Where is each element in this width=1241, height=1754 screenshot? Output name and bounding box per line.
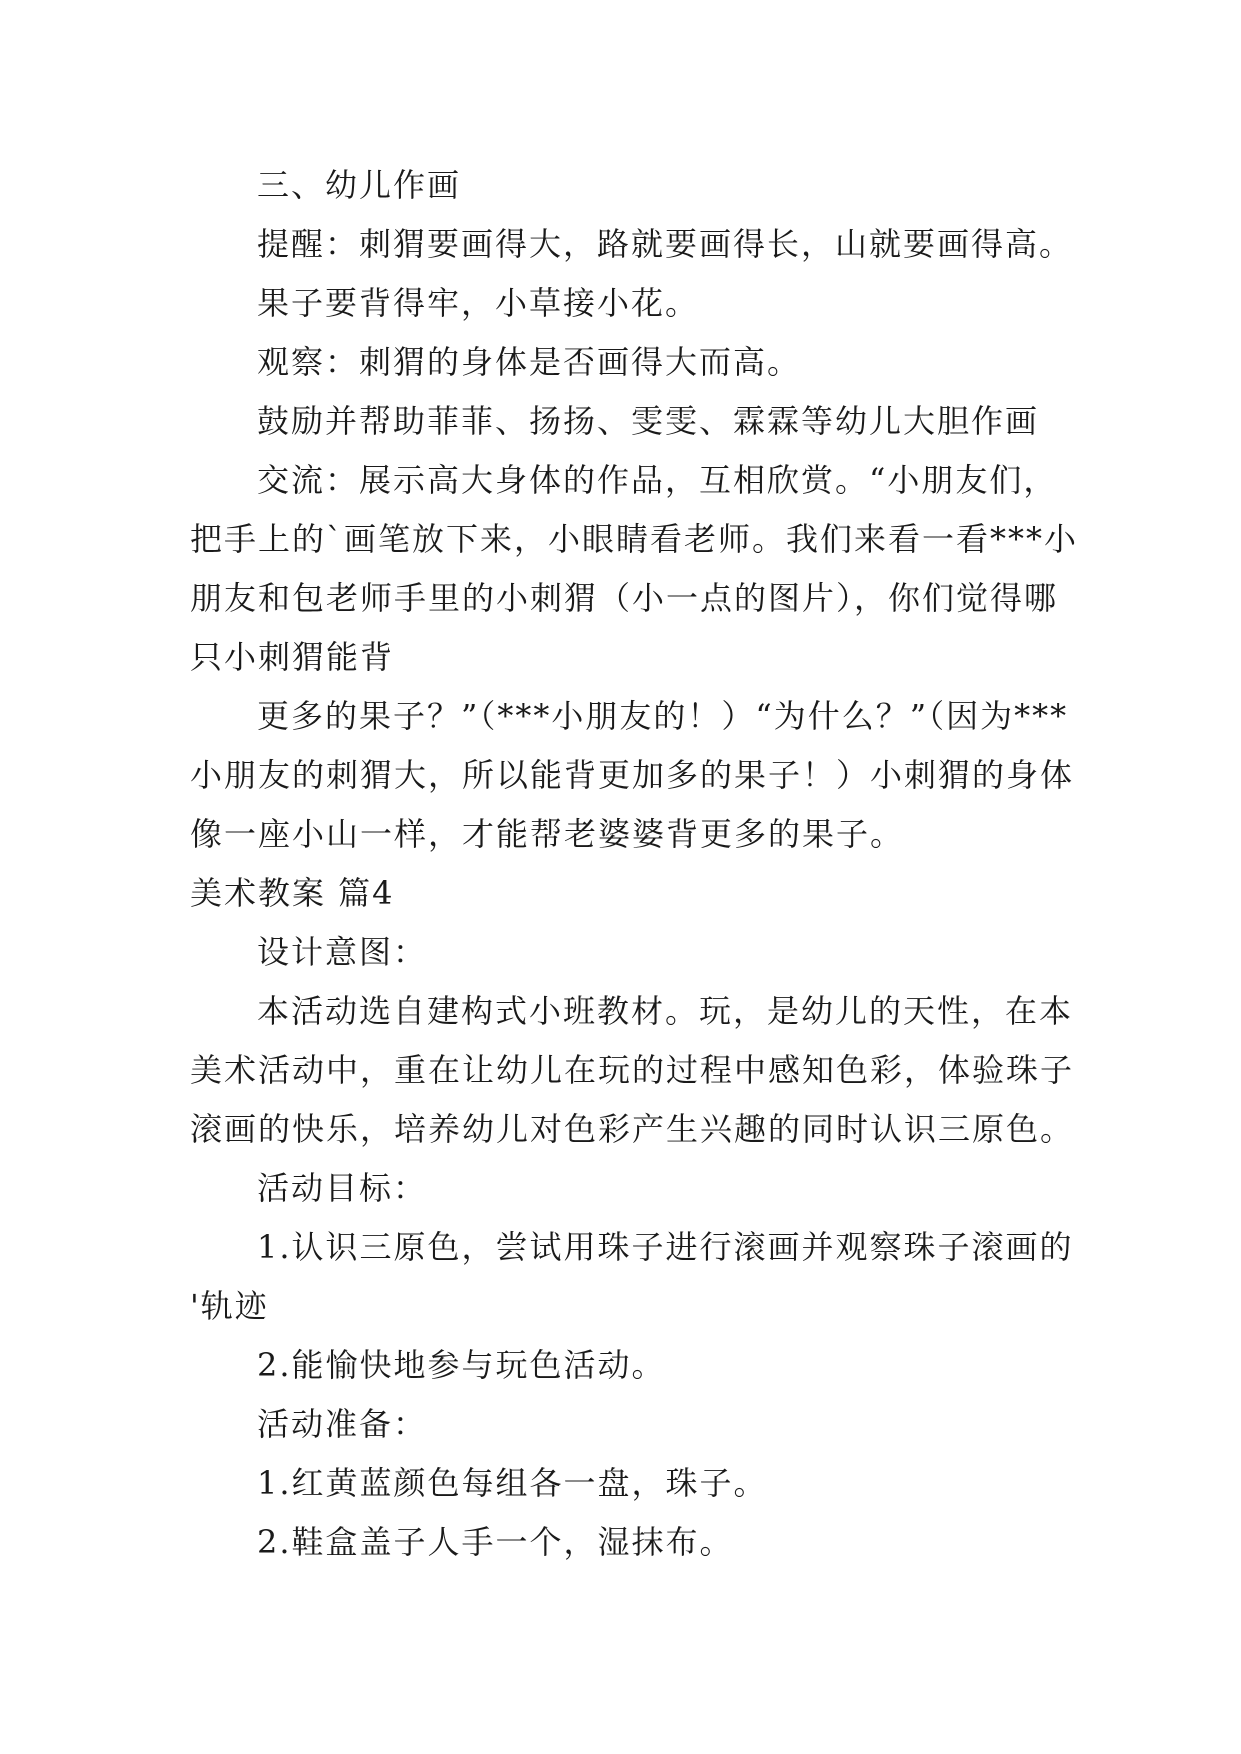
section-title: 美术教案 篇4 [190, 874, 395, 912]
list-item: 1.认识三原色，尝试用珠子进行滚画并观察珠子滚画的 [257, 1228, 1074, 1266]
paragraph-line: 小朋友的刺猬大，所以能背更加多的果子！）小刺猬的身体 [190, 756, 1075, 794]
paragraph-line: 提醒：刺猬要画得大，路就要画得长，山就要画得高。 [257, 225, 1074, 263]
subheading: 设计意图： [257, 933, 428, 971]
paragraph-line: 本活动选自建构式小班教材。玩，是幼儿的天性，在本 [257, 992, 1074, 1030]
paragraph-line: 像一座小山一样，才能帮老婆婆背更多的果子。 [190, 815, 905, 853]
subheading: 活动目标： [257, 1169, 428, 1207]
list-item: 2.鞋盒盖子人手一个，湿抹布。 [257, 1523, 734, 1561]
paragraph-line: 把手上的`画笔放下来，小眼睛看老师。我们来看一看***小 [190, 520, 1079, 558]
paragraph-line: 美术活动中，重在让幼儿在玩的过程中感知色彩，体验珠子 [190, 1051, 1075, 1089]
list-item: 2.能愉快地参与玩色活动。 [257, 1346, 666, 1384]
section-heading: 三、幼儿作画 [257, 166, 462, 204]
list-item: 1.红黄蓝颜色每组各一盘，珠子。 [257, 1464, 768, 1502]
paragraph-line: 果子要背得牢，小草接小花。 [257, 284, 700, 322]
subheading: 活动准备： [257, 1405, 428, 1443]
paragraph-line: 朋友和包老师手里的小刺猬（小一点的图片），你们觉得哪 [190, 579, 1059, 617]
paragraph-line: 只小刺猬能背 [190, 638, 395, 676]
paragraph-line: 鼓励并帮助菲菲、扬扬、雯雯、霖霖等幼儿大胆作画 [257, 402, 1040, 440]
paragraph-line: 更多的果子？”（***小朋友的！）“为什么？”（因为*** [257, 697, 1069, 735]
paragraph-line: 交流：展示高大身体的作品，互相欣赏。“小朋友们， [257, 461, 1058, 499]
list-item-continuation: '轨迹 [190, 1287, 269, 1325]
paragraph-line: 滚画的快乐，培养幼儿对色彩产生兴趣的同时认识三原色。 [190, 1110, 1075, 1148]
paragraph-line: 观察：刺猬的身体是否画得大而高。 [257, 343, 802, 381]
